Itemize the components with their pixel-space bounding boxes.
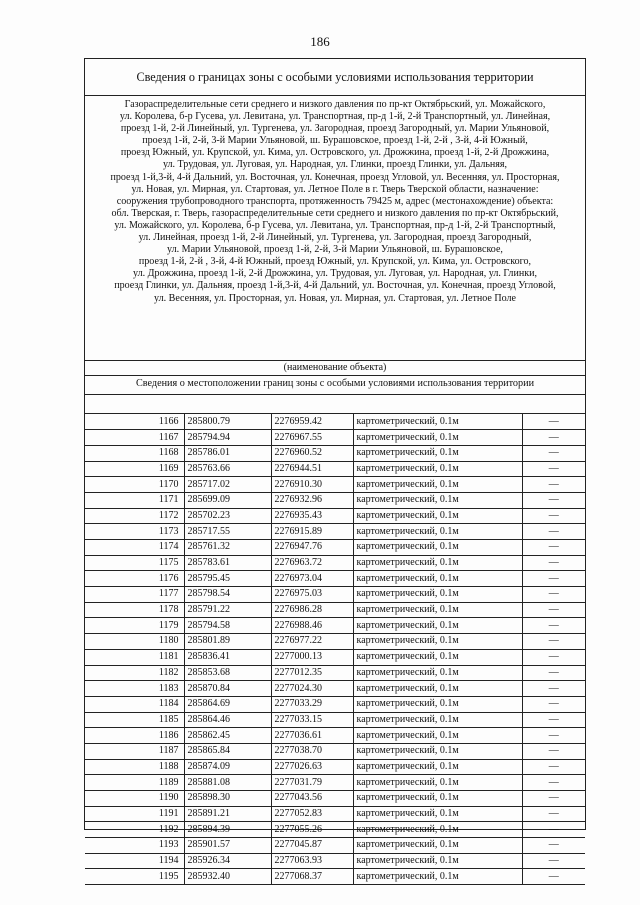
coord-y: 2276986.28 [271, 602, 353, 618]
method-accuracy: картометрический, 0.1м [353, 681, 522, 697]
description: — [522, 445, 585, 461]
description-line: проезд 1-й,3-й, 4-й Дальний, ул. Восточная, ул. Конечная, проезд Угловой, ул. Весенняя, ул. Просторная, [110, 171, 560, 183]
coord-x: 285791.22 [184, 602, 271, 618]
description: — [522, 634, 585, 650]
coord-y: 2276935.43 [271, 508, 353, 524]
coord-y: 2277045.87 [271, 838, 353, 854]
description: — [522, 602, 585, 618]
zone-boundary-form [84, 58, 586, 882]
coord-x: 285717.55 [184, 524, 271, 540]
table-row [85, 681, 585, 697]
coord-y: 2277036.61 [271, 728, 353, 744]
point-number: 1169 [85, 461, 184, 477]
description: — [522, 775, 585, 791]
coord-x: 285800.79 [184, 414, 271, 430]
description: — [522, 869, 585, 885]
description: — [522, 791, 585, 807]
coord-x: 285932.40 [184, 869, 271, 885]
method-accuracy: картометрический, 0.1м [353, 806, 522, 822]
method-accuracy: картометрический, 0.1м [353, 571, 522, 587]
method-accuracy: картометрический, 0.1м [353, 477, 522, 493]
table-row [85, 618, 585, 634]
table-row [85, 587, 585, 603]
point-number: 1192 [85, 822, 184, 838]
method-accuracy: картометрический, 0.1м [353, 775, 522, 791]
point-number: 1176 [85, 571, 184, 587]
point-number: 1187 [85, 743, 184, 759]
table-row [85, 414, 585, 430]
coord-y: 2276947.76 [271, 540, 353, 556]
coord-x: 285798.54 [184, 587, 271, 603]
section-title: Сведения о местоположении границ зоны с особыми условиями использования территории [85, 376, 585, 395]
point-number: 1189 [85, 775, 184, 791]
point-number: 1185 [85, 712, 184, 728]
table-row [85, 712, 585, 728]
description: — [522, 477, 585, 493]
coord-y: 2277000.13 [271, 649, 353, 665]
coord-y: 2277033.15 [271, 712, 353, 728]
description: — [522, 618, 585, 634]
description-line: сооружения трубопроводного транспорта, протяженность 79425 м, адрес (местонахождение) объекта: [116, 195, 554, 207]
description: — [522, 853, 585, 869]
point-number: 1172 [85, 508, 184, 524]
table-row [85, 838, 585, 854]
coord-y: 2276973.04 [271, 571, 353, 587]
coord-x: 285862.45 [184, 728, 271, 744]
method-accuracy: картометрический, 0.1м [353, 728, 522, 744]
coord-y: 2277068.37 [271, 869, 353, 885]
point-number: 1178 [85, 602, 184, 618]
table-row [85, 665, 585, 681]
coord-x: 285901.57 [184, 838, 271, 854]
table-row [85, 445, 585, 461]
point-number: 1173 [85, 524, 184, 540]
coord-x: 285894.39 [184, 822, 271, 838]
description-line: проезд 1-й, 2-й, 3-й Марии Ульяновой, ш. Бурашовское, проезд 1-й, 2-й , 3-й, 4-й Южный, [142, 135, 528, 147]
method-accuracy: картометрический, 0.1м [353, 838, 522, 854]
coord-x: 285865.84 [184, 743, 271, 759]
description-line: ул. Линейная, проезд 1-й, 2-й Линейный, ул. Тургенева, ул. Загородная, проезд Загородный, [138, 232, 532, 244]
object-description [85, 96, 585, 361]
coord-x: 285761.32 [184, 540, 271, 556]
point-number: 1180 [85, 634, 184, 650]
description: — [522, 649, 585, 665]
coord-x: 285699.09 [184, 492, 271, 508]
table-row [85, 853, 585, 869]
table-row [85, 602, 585, 618]
coord-y: 2277012.35 [271, 665, 353, 681]
point-number: 1171 [85, 492, 184, 508]
method-accuracy: картометрический, 0.1м [353, 712, 522, 728]
coord-y: 2276959.42 [271, 414, 353, 430]
point-number: 1191 [85, 806, 184, 822]
description: — [522, 492, 585, 508]
table-row [85, 508, 585, 524]
table-row [85, 791, 585, 807]
description: — [522, 461, 585, 477]
coord-y: 2277043.56 [271, 791, 353, 807]
coord-y: 2276910.30 [271, 477, 353, 493]
point-number: 1183 [85, 681, 184, 697]
coord-y: 2277038.70 [271, 743, 353, 759]
table-row [85, 555, 585, 571]
table-row [85, 571, 585, 587]
method-accuracy: картометрический, 0.1м [353, 445, 522, 461]
description: — [522, 571, 585, 587]
method-accuracy: картометрический, 0.1м [353, 430, 522, 446]
point-number: 1181 [85, 649, 184, 665]
description: — [522, 743, 585, 759]
method-accuracy: картометрический, 0.1м [353, 508, 522, 524]
method-accuracy: картометрический, 0.1м [353, 414, 522, 430]
table-row [85, 430, 585, 446]
coord-y: 2277063.93 [271, 853, 353, 869]
point-number: 1193 [85, 838, 184, 854]
point-number: 1177 [85, 587, 184, 603]
description: — [522, 414, 585, 430]
coord-y: 2276977.22 [271, 634, 353, 650]
description-line: проезд Глинки, ул. Дальняя, проезд 1-й,3-й, 4-й Дальний, ул. Восточная, ул. Конечная, проезд Угловой, [114, 280, 556, 292]
description-line: ул. Трудовая, ул. Луговая, ул. Народная, ул. Глинки, проезд Глинки, ул. Дальняя, [162, 159, 508, 171]
coord-x: 285794.58 [184, 618, 271, 634]
method-accuracy: картометрический, 0.1м [353, 853, 522, 869]
coord-x: 285717.02 [184, 477, 271, 493]
coord-y: 2276960.52 [271, 445, 353, 461]
table-row [85, 477, 585, 493]
table-row [85, 696, 585, 712]
description: — [522, 838, 585, 854]
method-accuracy: картометрический, 0.1м [353, 587, 522, 603]
method-accuracy: картометрический, 0.1м [353, 869, 522, 885]
description: — [522, 712, 585, 728]
point-number: 1188 [85, 759, 184, 775]
method-accuracy: картометрический, 0.1м [353, 791, 522, 807]
table-header-spacer [85, 395, 585, 414]
method-accuracy: картометрический, 0.1м [353, 743, 522, 759]
method-accuracy: картометрический, 0.1м [353, 759, 522, 775]
page-number: 186 [310, 34, 330, 49]
coord-x: 285836.41 [184, 649, 271, 665]
point-number: 1174 [85, 540, 184, 556]
coord-x: 285786.01 [184, 445, 271, 461]
coord-x: 285801.89 [184, 634, 271, 650]
description-line: ул. Королева, б-р Гусева, ул. Левитана, ул. Транспортная, пр-д 1-й, 2-й Транспортный, ул. Линейная, [119, 111, 551, 123]
coord-y: 2276988.46 [271, 618, 353, 634]
coord-x: 285926.34 [184, 853, 271, 869]
description-line: ул. Весенняя, ул. Просторная, ул. Новая, ул. Мирная, ул. Стартовая, ул. Летное Поле [154, 292, 516, 304]
coord-x: 285853.68 [184, 665, 271, 681]
table-row [85, 869, 585, 885]
description: — [522, 508, 585, 524]
description-line: ул. Новая, ул. Мирная, ул. Стартовая, ул. Летное Поле в г. Тверь Тверской области, назначение: [131, 183, 539, 195]
coord-x: 285794.94 [184, 430, 271, 446]
form-title: Сведения о границах зоны с особыми условиями использования территории [85, 59, 585, 96]
coord-y: 2277026.63 [271, 759, 353, 775]
point-number: 1182 [85, 665, 184, 681]
description-line: ул. Можайского, ул. Королева, б-р Гусева, ул. Левитана, ул. Транспортная, пр-д 1-й, 2-й Транспортный, [114, 219, 556, 231]
coord-x: 285898.30 [184, 791, 271, 807]
coord-y: 2277024.30 [271, 681, 353, 697]
coord-y: 2276975.03 [271, 587, 353, 603]
description: — [522, 540, 585, 556]
method-accuracy: картометрический, 0.1м [353, 461, 522, 477]
point-number: 1175 [85, 555, 184, 571]
description: — [522, 587, 585, 603]
coord-x: 285795.45 [184, 571, 271, 587]
object-name-label: (наименование объекта) [85, 361, 585, 376]
coord-x: 285874.09 [184, 759, 271, 775]
table-row [85, 728, 585, 744]
description-line: Газораспределительные сети среднего и низкого давления по пр-кт Октябрьский, ул. Можайского, [124, 99, 546, 110]
point-number: 1170 [85, 477, 184, 493]
method-accuracy: картометрический, 0.1м [353, 602, 522, 618]
method-accuracy: картометрический, 0.1м [353, 696, 522, 712]
description: — [522, 555, 585, 571]
description: — [522, 822, 585, 838]
description: — [522, 430, 585, 446]
coord-y: 2277052.83 [271, 806, 353, 822]
coord-x: 285763.66 [184, 461, 271, 477]
coord-x: 285864.46 [184, 712, 271, 728]
table-row [85, 806, 585, 822]
coord-y: 2276932.96 [271, 492, 353, 508]
description-line: проезд Южный, ул. Крупской, ул. Кима, ул. Островского, ул. Дрожжина, проезд 1-й, 2-й Дрожжина, [120, 147, 550, 159]
point-number: 1166 [85, 414, 184, 430]
method-accuracy: картометрический, 0.1м [353, 634, 522, 650]
coord-x: 285891.21 [184, 806, 271, 822]
description-line: ул. Марии Ульяновой, проезд 1-й, 2-й, 3-й Марии Ульяновой, ш. Бурашовское, [167, 244, 503, 256]
table-row [85, 775, 585, 791]
coord-x: 285702.23 [184, 508, 271, 524]
description: — [522, 665, 585, 681]
method-accuracy: картометрический, 0.1м [353, 649, 522, 665]
description: — [522, 681, 585, 697]
description: — [522, 696, 585, 712]
point-number: 1168 [85, 445, 184, 461]
description-line: проезд 1-й, 2-й Линейный, ул. Тургенева, ул. Загородная, проезд Загородный, ул. Марии Ульяновой, [120, 123, 550, 135]
description: — [522, 524, 585, 540]
table-row [85, 492, 585, 508]
description-line: проезд 1-й, 2-й , 3-й, 4-й Южный, проезд Южный, ул. Крупской, ул. Кима, ул. Островского, [138, 256, 532, 268]
method-accuracy: картометрический, 0.1м [353, 492, 522, 508]
point-number: 1190 [85, 791, 184, 807]
method-accuracy: картометрический, 0.1м [353, 822, 522, 838]
table-row [85, 759, 585, 775]
method-accuracy: картометрический, 0.1м [353, 618, 522, 634]
point-number: 1195 [85, 869, 184, 885]
coord-x: 285783.61 [184, 555, 271, 571]
coord-y: 2276967.55 [271, 430, 353, 446]
method-accuracy: картометрический, 0.1м [353, 524, 522, 540]
coord-y: 2277055.26 [271, 822, 353, 838]
coord-y: 2276963.72 [271, 555, 353, 571]
coord-x: 285864.69 [184, 696, 271, 712]
description: — [522, 759, 585, 775]
coordinates-table [85, 414, 585, 885]
coord-x: 285870.84 [184, 681, 271, 697]
point-number: 1186 [85, 728, 184, 744]
method-accuracy: картометрический, 0.1м [353, 540, 522, 556]
table-row [85, 649, 585, 665]
coord-y: 2276944.51 [271, 461, 353, 477]
description: — [522, 806, 585, 822]
point-number: 1184 [85, 696, 184, 712]
point-number: 1167 [85, 430, 184, 446]
table-row [85, 524, 585, 540]
coord-y: 2276915.89 [271, 524, 353, 540]
point-number: 1194 [85, 853, 184, 869]
coord-x: 285881.08 [184, 775, 271, 791]
method-accuracy: картометрический, 0.1м [353, 665, 522, 681]
coord-y: 2277033.29 [271, 696, 353, 712]
coord-y: 2277031.79 [271, 775, 353, 791]
table-row [85, 540, 585, 556]
table-row [85, 461, 585, 477]
table-row [85, 634, 585, 650]
description-line: обл. Тверская, г. Тверь, газораспределительные сети среднего и низкого давления по пр-кт Октябрьский, [111, 207, 559, 219]
point-number: 1179 [85, 618, 184, 634]
table-row [85, 743, 585, 759]
method-accuracy: картометрический, 0.1м [353, 555, 522, 571]
description-line: ул. Дрожжина, проезд 1-й, 2-й Дрожжина, ул. Трудовая, ул. Луговая, ул. Народная, ул. Глинки, [133, 268, 537, 280]
table-row [85, 822, 585, 838]
description: — [522, 728, 585, 744]
